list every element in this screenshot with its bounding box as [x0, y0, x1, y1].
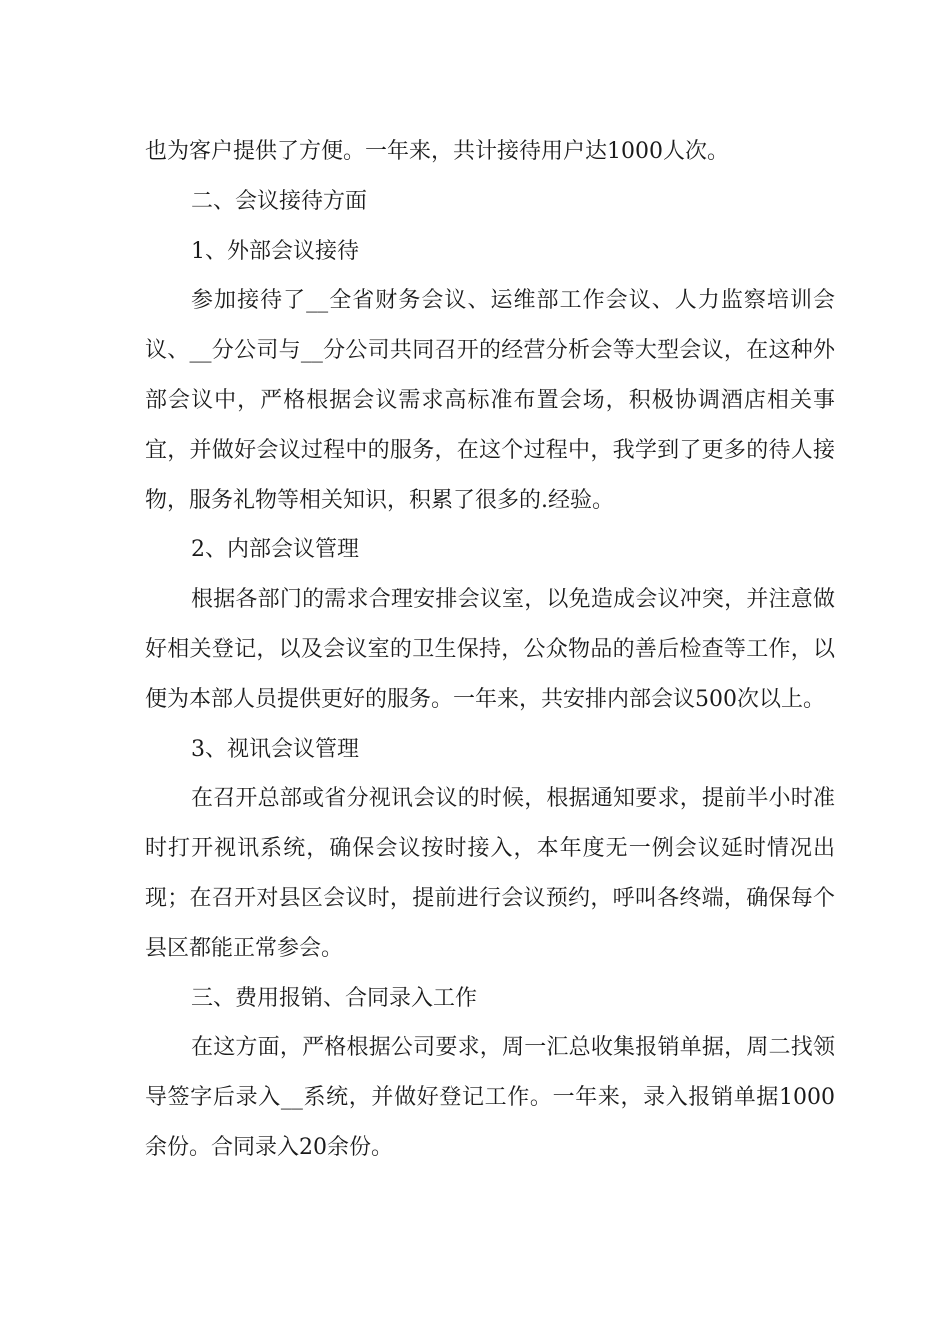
- paragraph-video-meetings: 在召开总部或省分视讯会议的时候，根据通知要求，提前半小时准时打开视讯系统，确保会议按时接入，本年度无一例会议延时情况出现；在召开对县区会议时，提前进行会议预约，呼叫各终端，确保每个县区都能正常参会。: [145, 786, 835, 961]
- section-heading-meeting-reception: 二、会议接待方面: [191, 188, 368, 214]
- subheading-internal-meetings: 2、内部会议管理: [191, 537, 359, 563]
- document-body: [145, 127, 835, 1173]
- paragraph-expenses-contracts: 在这方面，严格根据公司要求，周一汇总收集报销单据，周二找领导签字后录入__系统，并做好登记工作。一年来，录入报销单据1000余份。合同录入20余份。: [145, 1035, 835, 1160]
- paragraph-internal-meetings: 根据各部门的需求合理安排会议室，以免造成会议冲突，并注意做好相关登记，以及会议室的卫生保持，公众物品的善后检查等工作，以便为本部人员提供更好的服务。一年来，共安排内部会议500次以上。: [145, 587, 835, 712]
- paragraph-continuation: 也为客户提供了方便。一年来，共计接待用户达1000人次。: [145, 139, 729, 164]
- paragraph-external-meetings: 参加接待了__全省财务会议、运维部工作会议、人力监察培训会议、__分公司与__分公司共同召开的经营分析会等大型会议，在这种外部会议中，严格根据会议需求高标准布置会场，积极协调酒店相关事宜，并做好会议过程中的服务，在这个过程中，我学到了更多的待人接物，服务礼物等相关知识，积累了很多的.经验。: [145, 288, 835, 513]
- subheading-external-meetings: 1、外部会议接待: [191, 238, 359, 264]
- subheading-video-meetings: 3、视讯会议管理: [191, 736, 359, 762]
- section-heading-expenses-contracts: 三、费用报销、合同录入工作: [191, 985, 478, 1011]
